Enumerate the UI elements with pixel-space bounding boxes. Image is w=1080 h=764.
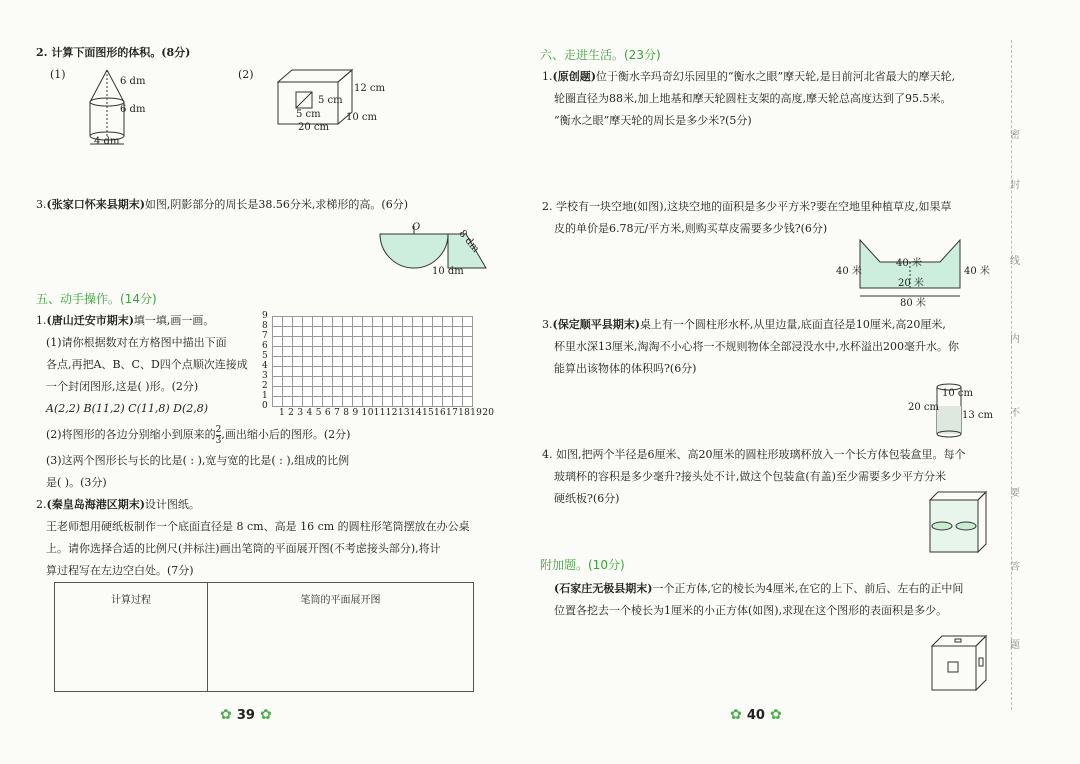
package-box-figure (928, 490, 990, 556)
s5q2-source: (秦皇岛海港区期末) (46, 498, 145, 511)
y-tick: 5 (262, 351, 268, 361)
s5q2-head (36, 494, 200, 516)
binding-char: 密 (1010, 130, 1020, 141)
s5q1-num: 1. (36, 314, 47, 327)
q3 (36, 194, 408, 216)
coordinate-grid[interactable] (272, 316, 473, 407)
p2-post: ,画出缩小后的图形。(2分) (221, 428, 351, 441)
s5q1-points: A(2,2) B(11,2) C(11,8) D(2,8) (46, 402, 209, 415)
s5q1-p1-line1: (1)请你根据数对在方格图中描出下面 (46, 336, 227, 349)
left-footer (220, 704, 272, 723)
r-q1-source: (原创题) (552, 70, 596, 83)
fig1-label: (1) (50, 68, 66, 81)
r-q1-line3: “衡水之眼”摩天轮的周长是多少米?(5分) (554, 114, 752, 127)
binding-char: 内 (1010, 334, 1020, 345)
fig1-h2: 6 dm (120, 104, 146, 115)
r-q3-line3: 能算出该物体的体积吗?(6分) (554, 362, 697, 375)
page-number-right: 40 (746, 708, 765, 723)
right-footer (730, 704, 782, 723)
grid-y-ticks (262, 311, 268, 411)
cup-d: 10 cm (942, 388, 973, 399)
r-q3-source: (保定顺平县期末) (552, 318, 640, 331)
field-right: 40 米 (964, 266, 990, 277)
fraction-num: 2 (215, 424, 222, 435)
trap-o: O (412, 222, 421, 233)
y-tick: 8 (262, 321, 268, 331)
bonus-text: 一个正方体,它的棱长为4厘米,在它的上下、前后、左右的正中间 (652, 582, 964, 595)
binding-char: 答 (1010, 562, 1020, 573)
fig1-d: 4 dm (94, 136, 120, 147)
trap-slant: 8 dm (456, 228, 482, 255)
r-q1-num: 1. (542, 70, 553, 83)
bonus-title: 附加题。(10分) (540, 558, 625, 572)
s5q2-line1: 王老师想用硬纸板制作一个底面直径是 8 cm、高是 16 cm 的圆柱形笔筒摆放在办公桌 (46, 520, 470, 533)
r-q4-line1: 4. 如图,把两个半径是6厘米、高20厘米的圆柱形玻璃杯放入一个长方体包装盒里。每个 (542, 448, 966, 461)
r-q2-line2: 皮的单价是6.78元/平方米,则购买草皮需要多少钱?(6分) (554, 222, 828, 235)
s5q2-num: 2. (36, 498, 47, 511)
r-q3-num: 3. (542, 318, 553, 331)
y-tick: 9 (262, 311, 268, 321)
field-left: 40 米 (836, 266, 862, 277)
s5q2-text: 设计图纸。 (144, 498, 200, 511)
r-q4-line2: 玻璃杯的容积是多少毫升?接头处不计,做这个包装盒(有盖)至少需要多少平方分米 (554, 470, 946, 483)
y-tick: 0 (262, 401, 268, 411)
r-q3-text: 桌上有一个圆柱形水杯,从里边量,底面直径是10厘米,高20厘米, (639, 318, 946, 331)
binding-char: 不 (1010, 408, 1020, 419)
s5q1-p1-line2: 各点,再把A、B、C、D四个点顺次连接成 (46, 358, 248, 371)
y-tick: 7 (262, 331, 268, 341)
field-bottom: 80 米 (900, 298, 926, 309)
r-q1-line1 (542, 66, 955, 88)
r-q4-line3: 硬纸板?(6分) (554, 492, 620, 505)
calc-cell[interactable] (55, 583, 208, 692)
field-top: 40 米 (896, 258, 922, 269)
fig1-h1: 6 dm (120, 76, 146, 87)
leaf-icon: ✿ (770, 707, 782, 723)
binding-char: 要 (1010, 488, 1020, 499)
q2-title: 2. 计算下面图形的体积。(8分) (36, 46, 191, 59)
s5q2-line2: 上。请你选择合适的比例尺(并标注)画出笔筒的平面展开图(不考虑接头部分),将计 (46, 542, 441, 555)
page-number-left: 39 (236, 708, 255, 723)
s5q1-head (36, 310, 214, 332)
s5q1-text: 填一填,画一画。 (133, 314, 215, 327)
binding-char: 封 (1010, 180, 1020, 191)
r-q1-line2: 轮圈直径为88米,加上地基和摩天轮圆柱支架的高度,摩天轮总高度达到了95.5米。 (554, 92, 952, 105)
fraction-den: 3 (215, 435, 222, 446)
fig2-small: 5 cm (318, 95, 343, 106)
leaf-icon: ✿ (220, 707, 232, 723)
r-q3-line2: 杯里水深13厘米,淘淘不小心将一不规则物体全部浸没水中,水杯溢出200毫升水。你 (554, 340, 959, 353)
bonus-line1 (554, 578, 963, 600)
right-page (540, 0, 1080, 764)
y-tick: 1 (262, 391, 268, 401)
fig2-d: 10 cm (346, 112, 377, 123)
s5q1-source: (唐山迁安市期末) (46, 314, 134, 327)
trap-base: 10 dm (432, 266, 464, 277)
p2-pre: (2)将图形的各边分别缩小到原来的 (46, 428, 216, 441)
q3-source: (张家口怀来县期末) (46, 198, 145, 211)
section5-title: 五、动手操作。(14分) (36, 292, 157, 306)
binding-char: 线 (1010, 256, 1020, 267)
bonus-line2: 位置各挖去一个棱长为1厘米的小正方体(如图),求现在这个图形的表面积是多少。 (554, 604, 948, 617)
s5q1-p2 (46, 424, 350, 446)
q3-num: 3. (36, 198, 47, 211)
cup-h: 20 cm (908, 402, 939, 413)
y-tick: 3 (262, 371, 268, 381)
q3-text: 如图,阴影部分的周长是38.56分米,求梯形的高。(6分) (144, 198, 408, 211)
binding-char: 题 (1010, 640, 1020, 651)
leaf-icon: ✿ (260, 707, 272, 723)
unfold-cell[interactable] (208, 583, 474, 692)
s5q1-p1-line3: 一个封闭图形,这是( )形。(2分) (46, 380, 199, 393)
s5q2-line3: 算过程写在左边空白处。(7分) (46, 564, 194, 577)
y-tick: 6 (262, 341, 268, 351)
unfold-header: 笔筒的平面展开图 (300, 595, 381, 606)
bonus-source: (石家庄无极县期末) (554, 582, 653, 595)
cube-figure (930, 634, 990, 694)
answer-table (54, 582, 474, 692)
s5q1-p3-line1: (3)这两个图形长与长的比是( : ),宽与宽的比是( : ),组成的比例 (46, 454, 350, 467)
cup-w: 13 cm (962, 410, 993, 421)
calc-header: 计算过程 (111, 595, 151, 606)
grid-x-ticks: 1 2 3 4 5 6 7 8 9 1011121314151617181920 (279, 408, 495, 418)
r-q1-text: 位于衡水辛玛奇幻乐园里的“衡水之眼”摩天轮,是目前河北省最大的摩天轮, (595, 70, 956, 83)
r-q3-line1 (542, 314, 946, 336)
y-tick: 2 (262, 381, 268, 391)
s5q1-p3-line2: 是( )。(3分) (46, 476, 107, 489)
y-tick: 4 (262, 361, 268, 371)
fig2-small-w: 5 cm (296, 109, 321, 120)
section6-title: 六、走进生活。(23分) (540, 48, 661, 62)
r-q2-line1: 2. 学校有一块空地(如图),这块空地的面积是多少平方米?要在空地里种植草皮,如果草 (542, 200, 952, 213)
fig2-h: 12 cm (354, 83, 385, 94)
fig2-w: 20 cm (298, 122, 329, 133)
fig2-label: (2) (238, 68, 254, 81)
leaf-icon: ✿ (730, 707, 742, 723)
field-mid: 20 米 (898, 278, 924, 289)
